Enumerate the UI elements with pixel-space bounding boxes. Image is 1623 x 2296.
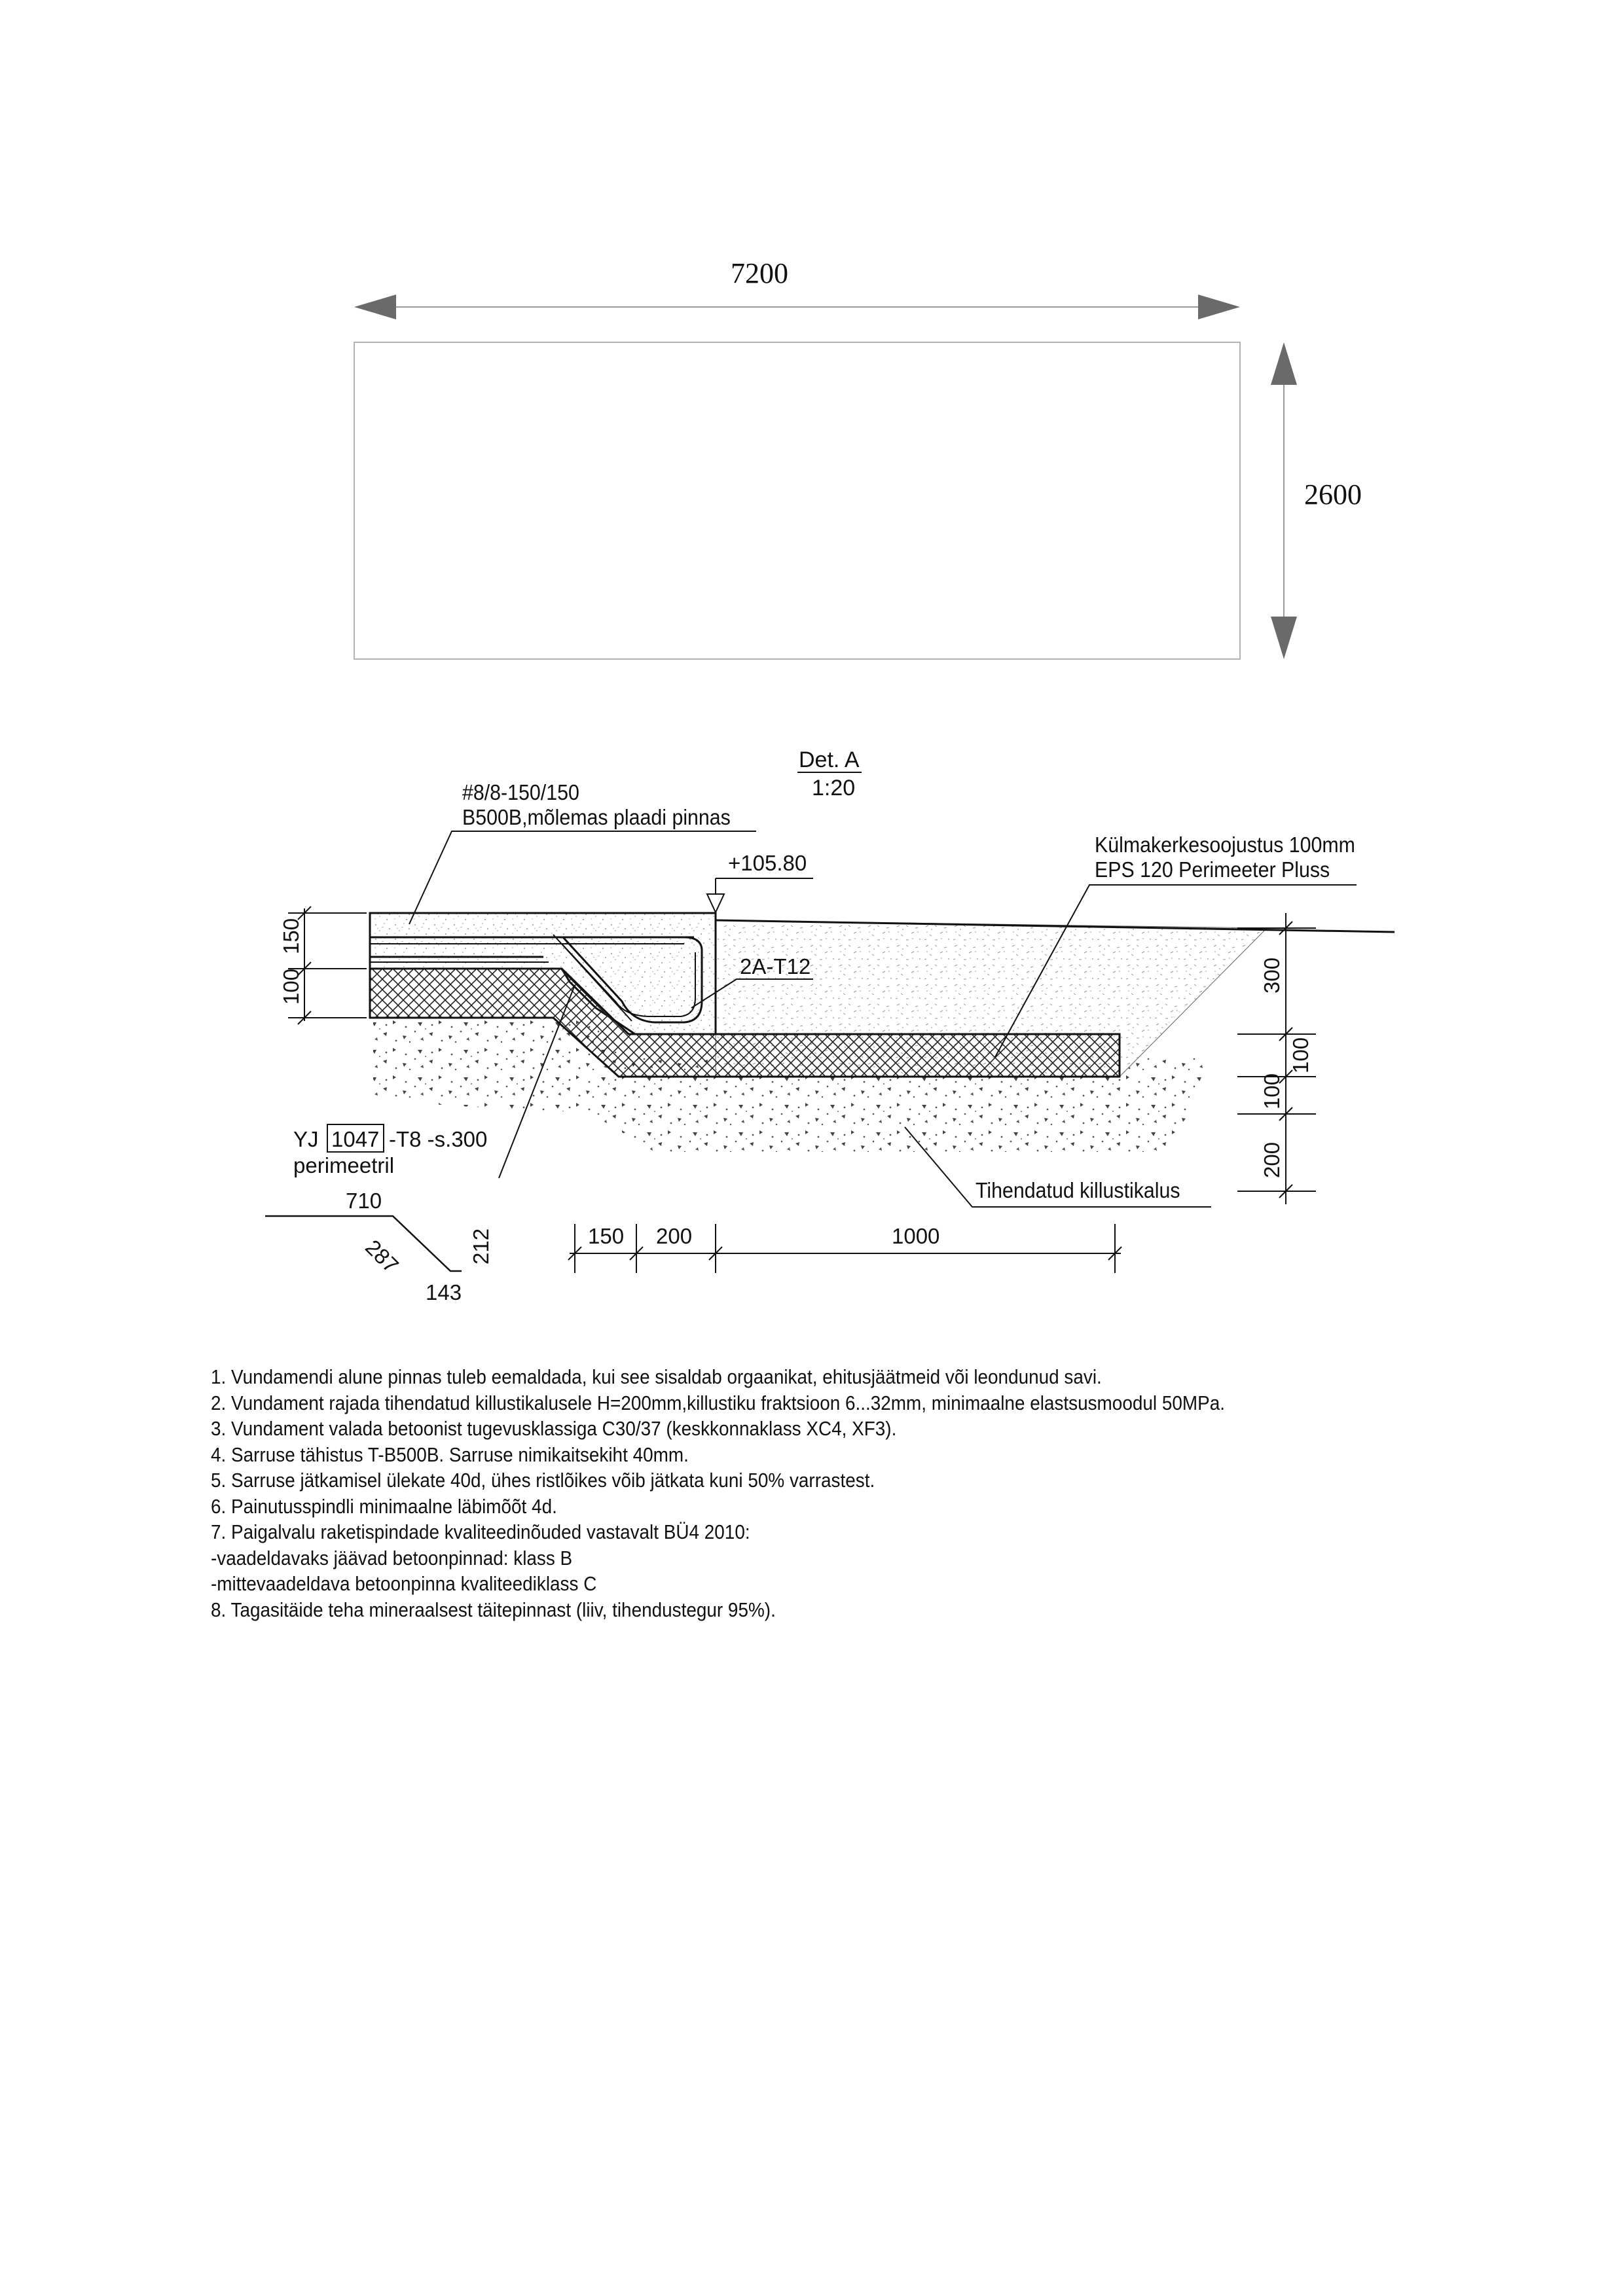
note-6: 6. Painutusspindli minimaalne läbimõõt 4d. [211,1494,557,1518]
insulation-label-1: Külmakerkesoojustus 100mm [1095,832,1355,857]
bar-bending-shape [265,1189,493,1304]
height-label: 2600 [1304,478,1362,511]
note-7b: -mittevaadeldava betoonpinna kvaliteediklass C [211,1572,597,1595]
rebar-mesh-leader [409,831,756,924]
note-5: 5. Sarruse jätkamisel ülekate 40d, ühes ristlõikes võib jätkata kuni 50% varrastest. [211,1469,875,1492]
dim-right-100a: 100 [1288,1037,1313,1073]
bar-label: 2A-T12 [740,954,811,978]
bend-287: 287 [361,1234,404,1278]
rebar-mesh-label-2: B500B,mõlemas plaadi pinnas [462,804,731,830]
dim-right-300: 300 [1260,957,1284,994]
dim-right-200: 200 [1260,1141,1284,1178]
left-dimensions [279,906,367,1024]
yj-line2: perimeetril [293,1153,395,1177]
yj-prefix: YJ [293,1127,319,1151]
arrow-right-icon [1198,295,1240,319]
bend-143: 143 [426,1280,462,1304]
elevation-label: +105.80 [728,851,807,875]
bend-710: 710 [346,1189,382,1213]
bottom-dimensions [568,1224,1122,1273]
dim-left-100: 100 [279,968,303,1005]
width-label: 7200 [731,257,788,289]
rebar-mesh-label-1: #8/8-150/150 [462,780,579,805]
yj-code: 1047 [331,1127,380,1151]
elevation-triangle-icon [707,894,724,912]
width-dimension [354,257,1240,319]
height-dimension [1271,342,1362,659]
dim-right-100b: 100 [1260,1073,1284,1109]
arrow-up-icon [1271,342,1297,385]
note-7: 7. Paigalvalu raketispindade kvaliteedinõuded vastavalt BÜ4 2010: [211,1520,750,1543]
arrow-left-icon [354,295,396,319]
right-dimensions [1237,913,1316,1204]
detail-title: Det. A [799,747,860,772]
note-8: 8. Tagasitäide teha mineraalsest täitepinnast (liiv, tihendustegur 95%). [211,1598,776,1621]
insulation-label-2: EPS 120 Perimeeter Pluss [1095,857,1330,882]
yj-suffix: -T8 -s.300 [389,1127,488,1151]
dim-bottom-1000: 1000 [892,1224,940,1248]
dim-bottom-200: 200 [656,1224,693,1248]
note-3: 3. Vundament valada betoonist tugevusklassiga C30/37 (keskkonnaklass XC4, XF3). [211,1417,897,1440]
detail-scale: 1:20 [812,776,856,800]
note-4: 4. Sarruse tähistus T-B500B. Sarruse nimikaitsekiht 40mm. [211,1443,689,1466]
note-1: 1. Vundamendi alune pinnas tuleb eemaldada, kui see sisaldab orgaanikat, ehitusjäätmeid või leondunud savi. [211,1365,1102,1388]
note-7a: -vaadeldavaks jäävad betoonpinnad: klass B [211,1546,573,1570]
dim-left-150: 150 [279,918,303,954]
arrow-down-icon [1271,617,1297,659]
bend-212: 212 [469,1228,493,1265]
general-notes [211,1364,1330,1623]
gravel-label: Tihendatud killustikalus [976,1177,1180,1203]
note-2: 2. Vundament rajada tihendatud killustikalusele H=200mm,killustiku fraktsioon 6...32mm, minimaalne elastsusmoodul 50MPa. [211,1391,1225,1414]
dim-bottom-150: 150 [588,1224,625,1248]
plan-outline [354,342,1240,659]
